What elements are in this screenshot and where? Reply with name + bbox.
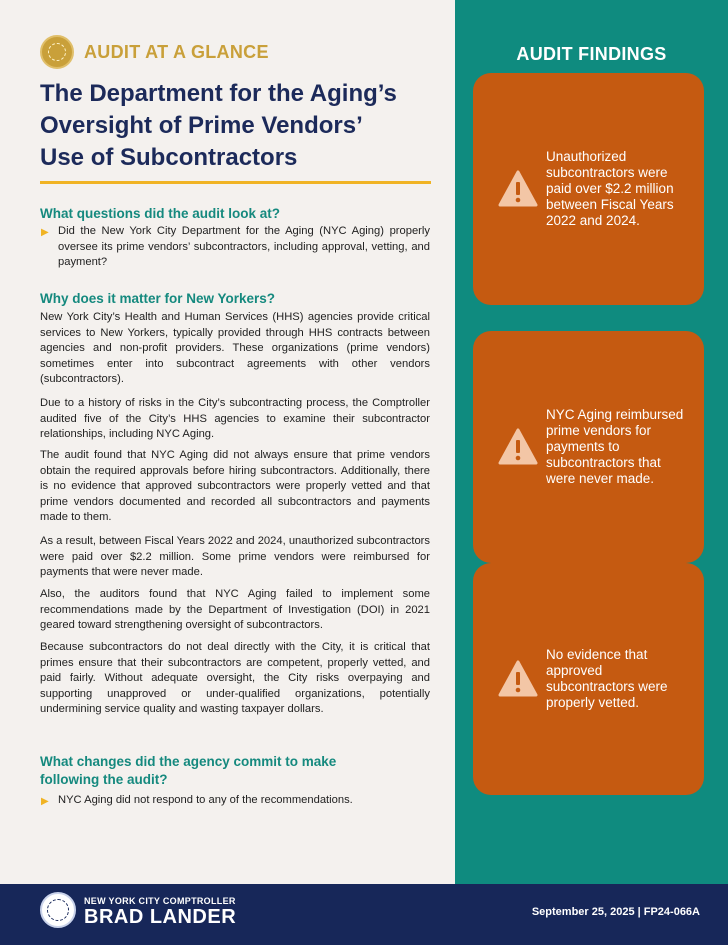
footer <box>0 884 728 945</box>
finding-card <box>473 563 704 795</box>
findings-title: AUDIT FINDINGS <box>516 44 667 64</box>
title-line: The Department for the Aging’s <box>40 80 397 107</box>
warning-icon <box>498 169 538 209</box>
finding-text: No evidence that approved subcontractors were properly vetted. <box>546 647 668 710</box>
changes-bullet <box>40 793 430 809</box>
section-heading-questions: What questions did the audit look at? <box>40 206 280 221</box>
finding-text: NYC Aging reimbursed prime vendors for payments to subcontractors that were never made. <box>546 407 684 486</box>
heading-line: What changes did the agency commit to make <box>40 754 337 769</box>
paragraph: As a result, between Fiscal Years 2022 and 2024, unauthorized subcontractors were paid over $2.2 million. Some prime vendors were reimbursed for payments that were never made. <box>40 535 430 578</box>
bullet-arrow-icon: ▶ <box>41 796 49 807</box>
footer-date-reference: September 25, 2025 | FP24-066A <box>531 906 700 918</box>
finding-text: Unauthorized subcontractors were paid over $2.2 million between Fiscal Years 2022 and 2024. <box>546 149 674 228</box>
finding-card <box>473 73 704 305</box>
title-line: Oversight of Prime Vendors’ <box>40 112 363 139</box>
paragraph: Also, the auditors found that NYC Aging failed to implement some recommendations made by the Department of Investigation (DOI) in 2021 geared toward strengthening oversight of subcontractors. <box>40 588 430 631</box>
title-line: Use of Subcontractors <box>40 144 298 171</box>
finding-card <box>473 331 704 563</box>
bullet-text: NYC Aging did not respond to any of the recommendations. <box>58 794 353 806</box>
bullet-text: Did the New York City Department for the Aging (NYC Aging) properly oversee its prime vendors’ subcontractors, including approval, vetting, and payment? <box>58 225 430 268</box>
page-title <box>40 78 440 174</box>
questions-bullet <box>40 224 430 271</box>
paragraph: Because subcontractors do not deal directly with the City, it is critical that primes ensure that their subcontractors are competent, properly vetted, and paid fairly. Without adequate oversight, the City risks overpaying and supporting unapproved or under-qualified organizations, potentially undermining service quality and wasting taxpayer dollars. <box>40 641 430 715</box>
section-heading-why: Why does it matter for New Yorkers? <box>40 291 276 306</box>
title-divider <box>40 181 431 184</box>
city-seal-icon <box>40 892 76 928</box>
warning-icon <box>498 427 538 467</box>
city-seal-icon <box>40 35 74 69</box>
section-heading-changes <box>40 753 336 789</box>
paragraph: Due to a history of risks in the City’s subcontracting process, the Comptroller audited five of the City’s HHS agencies to examine their subcontractor relationships, including NYC Aging. <box>40 397 430 440</box>
warning-icon <box>498 659 538 699</box>
footer-name: BRAD LANDER <box>84 906 237 928</box>
footer-office: NEW YORK CITY COMPTROLLER <box>84 896 236 906</box>
bullet-arrow-icon: ▶ <box>41 227 49 238</box>
badge-label: AUDIT AT A GLANCE <box>84 41 269 62</box>
paragraph: New York City’s Health and Human Services (HHS) agencies provide critical services to New Yorkers, typically provided through HHS contracts between agencies and non-profit providers. These organizations (prime vendors) sometimes enter into subcontract agreements with other vendors (subcontractors). <box>40 311 430 385</box>
audit-badge <box>40 35 269 69</box>
paragraph: The audit found that NYC Aging did not always ensure that prime vendors obtain the required approvals before hiring subcontractors. Additionally, there is no evidence that approved subcontractors were properly vetted and that prime vendors documented and recorded all subcontractors and payments made to them. <box>40 449 430 523</box>
heading-line: following the audit? <box>40 772 168 787</box>
